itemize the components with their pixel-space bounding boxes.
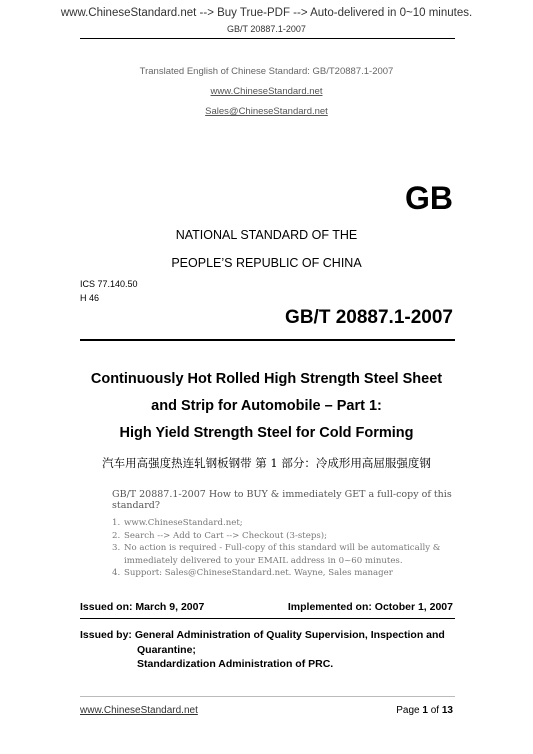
purchase-step: 1. www.ChineseStandard.net; [112, 518, 243, 528]
title-line1: Continuously Hot Rolled High Strength Steel Sheet [90, 371, 443, 387]
title-line2: and Strip for Automobile – Part 1: [151, 398, 382, 414]
issued-by-line1: Issued by: General Administration of Quality Supervision, Inspection and [80, 629, 445, 641]
purchase-info [112, 489, 472, 580]
purchase-step: 4. Support: Sales@ChineseStandard.net. Wayne, Sales manager [112, 568, 393, 578]
title-chinese: 汽车用高强度热连轧钢板钢带 第 1 部分：冷成形用高屈服强度钢 [102, 456, 431, 470]
ics-code: ICS 77.140.50 [80, 279, 138, 289]
purchase-step-continued: immediately delivered to your EMAIL address in 0~60 minutes. [124, 555, 403, 566]
footer-website-link[interactable]: www.ChineseStandard.net [80, 705, 198, 716]
national-standard-line2: PEOPLE’S REPUBLIC OF CHINA [171, 256, 362, 270]
issued-by-line3: Standardization Administration of PRC. [137, 658, 334, 670]
purchase-step: 2. Search --> Add to Cart --> Checkout (3-steps); [112, 530, 327, 541]
header-divider [80, 38, 455, 39]
issued-by-line2: Quarantine; [137, 643, 196, 656]
title-line3: High Yield Strength Steel for Cold Forming [119, 425, 414, 441]
purchase-step: 3. No action is required - Full-copy of this standard will be automatically & [112, 543, 441, 553]
page-number: Page 1 of 13 [396, 705, 453, 716]
implemented-date: Implemented on: October 1, 2007 [287, 601, 453, 613]
national-standard-line1: NATIONAL STANDARD OF THE [175, 228, 358, 242]
purchase-question: GB/T 20887.1-2007 How to BUY & immediately GET a full-copy of this standard? [112, 489, 452, 511]
translation-note: Translated English of Chinese Standard: GB/T20887.1-2007 [139, 66, 394, 77]
footer-divider [80, 696, 455, 697]
email-link[interactable]: Sales@ChineseStandard.net [205, 106, 328, 117]
issued-by [80, 628, 445, 672]
issued-date: Issued on: March 9, 2007 [80, 601, 205, 613]
website-link[interactable]: www.ChineseStandard.net [210, 86, 323, 97]
dates-divider [80, 618, 455, 619]
gb-logo: GB [405, 180, 453, 216]
h-code: H 46 [80, 293, 100, 303]
title-divider [80, 339, 455, 341]
header-doc-code: GB/T 20887.1-2007 [227, 24, 306, 34]
standard-code: GB/T 20887.1-2007 [285, 307, 453, 328]
header-banner: www.ChineseStandard.net --> Buy True-PDF --> Auto-delivered in 0~10 minutes. [60, 7, 473, 19]
